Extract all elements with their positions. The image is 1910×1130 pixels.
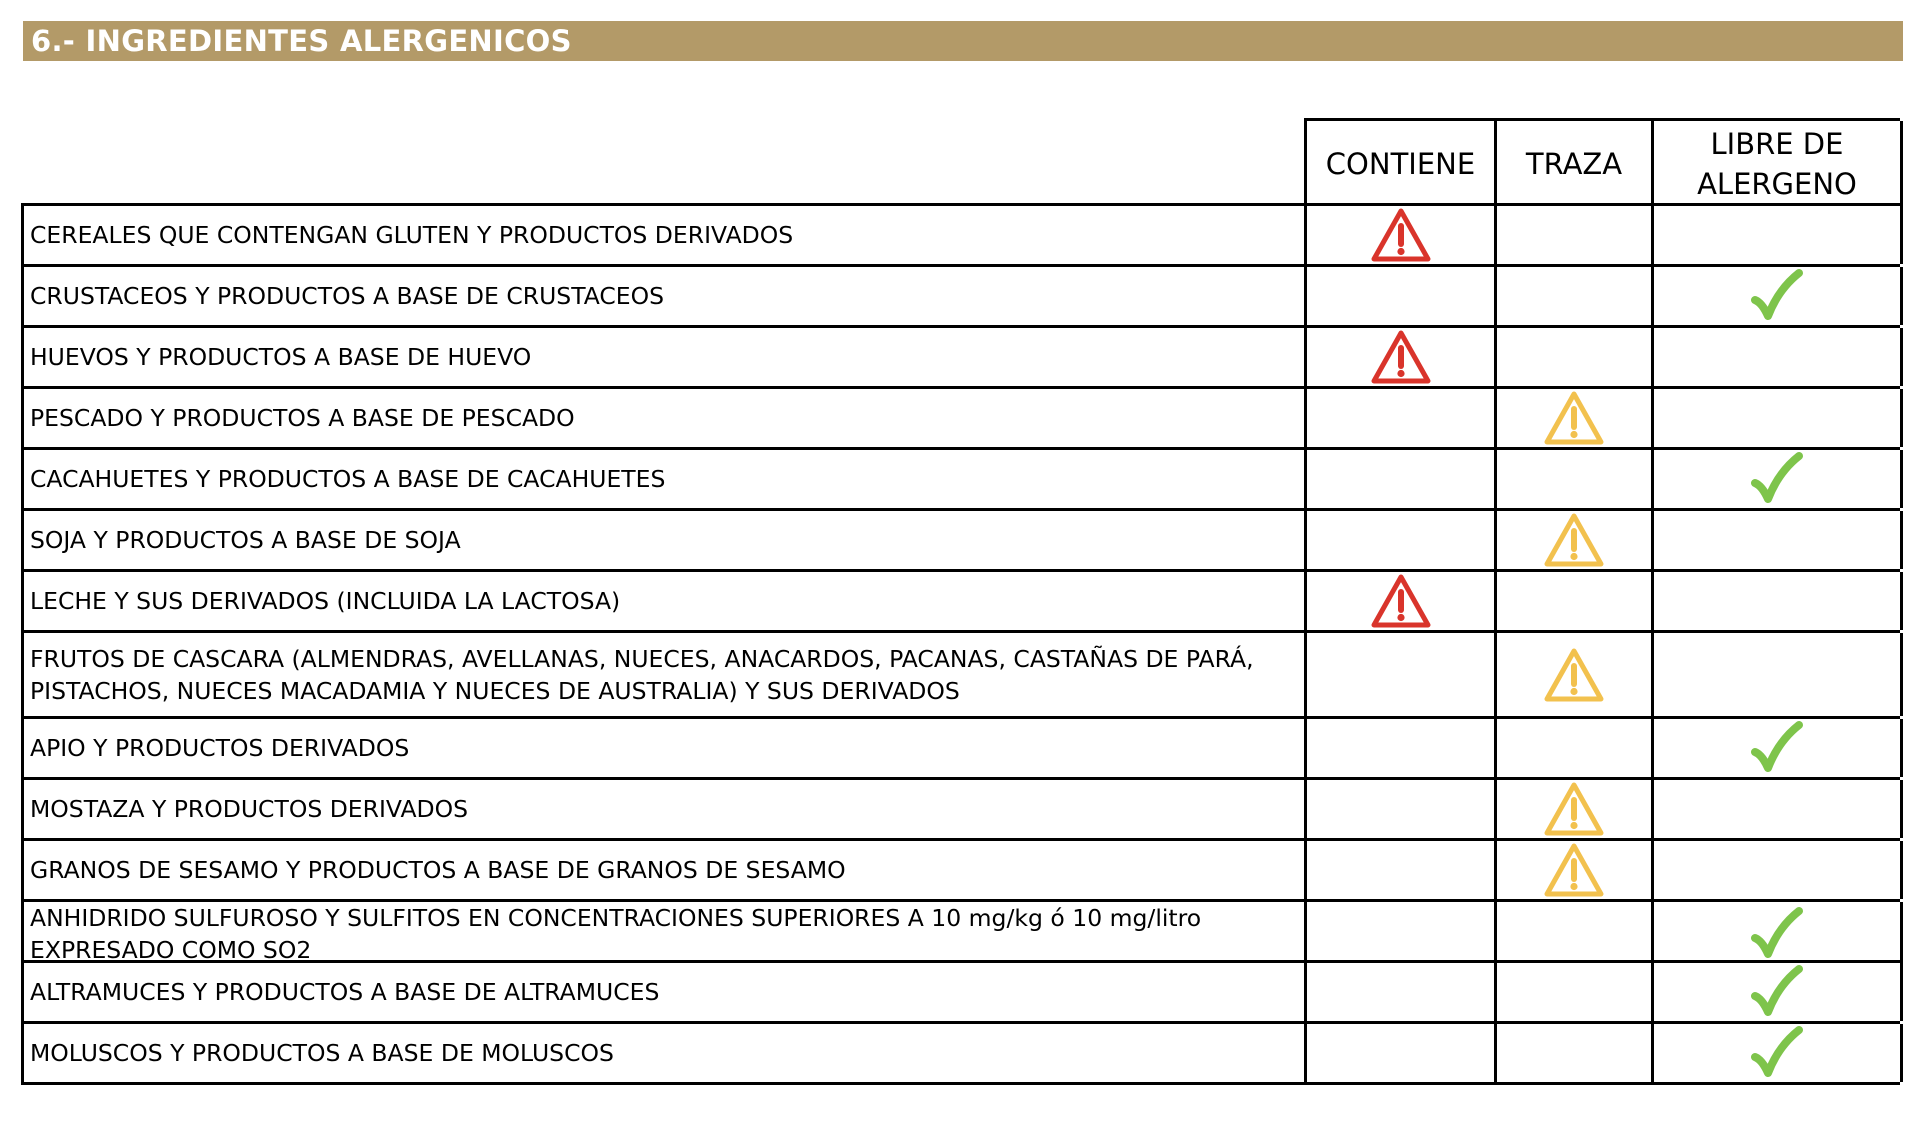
status-cell-libre [1654, 719, 1903, 777]
warning-red-icon [1370, 207, 1432, 263]
status-cell-libre [1654, 389, 1903, 447]
allergen-label: PESCADO Y PRODUCTOS A BASE DE PESCADO [24, 389, 1307, 447]
status-cell-libre [1654, 267, 1903, 325]
status-cell-traza [1497, 572, 1654, 630]
status-cell-traza [1497, 267, 1654, 325]
status-cell-contiene [1307, 963, 1497, 1021]
table-row [24, 963, 1900, 1024]
table-row [24, 633, 1900, 719]
status-cell-contiene [1307, 511, 1497, 569]
checkmark-green-icon [1749, 906, 1805, 962]
allergen-label: ALTRAMUCES Y PRODUCTOS A BASE DE ALTRAMUCES [24, 963, 1307, 1021]
warning-red-icon [1370, 573, 1432, 629]
status-cell-libre [1654, 963, 1903, 1021]
allergen-label: MOLUSCOS Y PRODUCTOS A BASE DE MOLUSCOS [24, 1024, 1307, 1082]
allergen-label: APIO Y PRODUCTOS DERIVADOS [24, 719, 1307, 777]
allergen-label: CACAHUETES Y PRODUCTOS A BASE DE CACAHUETES [24, 450, 1307, 508]
status-cell-traza [1497, 206, 1654, 264]
status-cell-libre [1654, 902, 1903, 966]
table-row [24, 511, 1900, 572]
status-cell-traza [1497, 841, 1654, 899]
status-cell-libre [1654, 780, 1903, 838]
status-cell-contiene [1307, 572, 1497, 630]
status-cell-traza [1497, 450, 1654, 508]
table-row [24, 1024, 1900, 1085]
table-row [24, 450, 1900, 511]
status-cell-contiene [1307, 389, 1497, 447]
allergen-label: CEREALES QUE CONTENGAN GLUTEN Y PRODUCTOS DERIVADOS [24, 206, 1307, 264]
status-cell-traza [1497, 633, 1654, 716]
table-row [24, 780, 1900, 841]
allergen-label: LECHE Y SUS DERIVADOS (INCLUIDA LA LACTOSA) [24, 572, 1307, 630]
column-header-contiene: CONTIENE [1307, 121, 1497, 206]
allergen-label: GRANOS DE SESAMO Y PRODUCTOS A BASE DE GRANOS DE SESAMO [24, 841, 1307, 899]
status-cell-contiene [1307, 902, 1497, 966]
checkmark-green-icon [1749, 1025, 1805, 1081]
table-row [24, 719, 1900, 780]
status-cell-contiene [1307, 1024, 1497, 1082]
warning-red-icon [1370, 329, 1432, 385]
status-cell-traza [1497, 511, 1654, 569]
column-header-traza: TRAZA [1497, 121, 1654, 206]
status-cell-contiene [1307, 328, 1497, 386]
status-cell-libre [1654, 206, 1903, 264]
warning-yellow-icon [1543, 647, 1605, 703]
status-cell-libre [1654, 328, 1903, 386]
status-cell-libre [1654, 633, 1903, 716]
status-cell-contiene [1307, 206, 1497, 264]
checkmark-green-icon [1749, 964, 1805, 1020]
status-cell-libre [1654, 511, 1903, 569]
allergen-table [21, 203, 1900, 1085]
status-cell-contiene [1307, 267, 1497, 325]
allergen-label: MOSTAZA Y PRODUCTOS DERIVADOS [24, 780, 1307, 838]
status-cell-contiene [1307, 450, 1497, 508]
table-row [24, 328, 1900, 389]
allergen-label: CRUSTACEOS Y PRODUCTOS A BASE DE CRUSTACEOS [24, 267, 1307, 325]
status-cell-libre [1654, 841, 1903, 899]
status-cell-traza [1497, 963, 1654, 1021]
status-cell-traza [1497, 1024, 1654, 1082]
status-cell-libre [1654, 572, 1903, 630]
section-title: 6.- INGREDIENTES ALERGENICOS [23, 21, 1903, 61]
checkmark-green-icon [1749, 268, 1805, 324]
status-cell-contiene [1307, 719, 1497, 777]
warning-yellow-icon [1543, 390, 1605, 446]
status-cell-contiene [1307, 633, 1497, 716]
status-cell-traza [1497, 780, 1654, 838]
table-row [24, 389, 1900, 450]
table-row [24, 206, 1900, 267]
status-cell-traza [1497, 719, 1654, 777]
table-row [24, 572, 1900, 633]
status-cell-libre [1654, 1024, 1903, 1082]
warning-yellow-icon [1543, 842, 1605, 898]
table-row [24, 902, 1900, 963]
column-header-libre: LIBRE DE ALERGENO [1654, 121, 1903, 206]
checkmark-green-icon [1749, 451, 1805, 507]
allergen-label: FRUTOS DE CASCARA (ALMENDRAS, AVELLANAS, NUECES, ANACARDOS, PACANAS, CASTAÑAS DE PARÁ, PISTACHOS, NUECES MACADAMIA Y NUECES DE AUSTRALIA) Y SUS DERIVADOS [24, 633, 1307, 716]
status-cell-contiene [1307, 841, 1497, 899]
warning-yellow-icon [1543, 781, 1605, 837]
allergen-label: HUEVOS Y PRODUCTOS A BASE DE HUEVO [24, 328, 1307, 386]
table-row [24, 841, 1900, 902]
status-cell-libre [1654, 450, 1903, 508]
status-cell-traza [1497, 902, 1654, 966]
status-cell-contiene [1307, 780, 1497, 838]
allergen-label: ANHIDRIDO SULFUROSO Y SULFITOS EN CONCENTRACIONES SUPERIORES A 10 mg/kg ó 10 mg/litro EXPRESADO COMO SO2 [24, 902, 1307, 966]
allergen-label: SOJA Y PRODUCTOS A BASE DE SOJA [24, 511, 1307, 569]
status-cell-traza [1497, 389, 1654, 447]
table-row [24, 267, 1900, 328]
warning-yellow-icon [1543, 512, 1605, 568]
status-cell-traza [1497, 328, 1654, 386]
checkmark-green-icon [1749, 720, 1805, 776]
column-headers [1304, 118, 1900, 206]
